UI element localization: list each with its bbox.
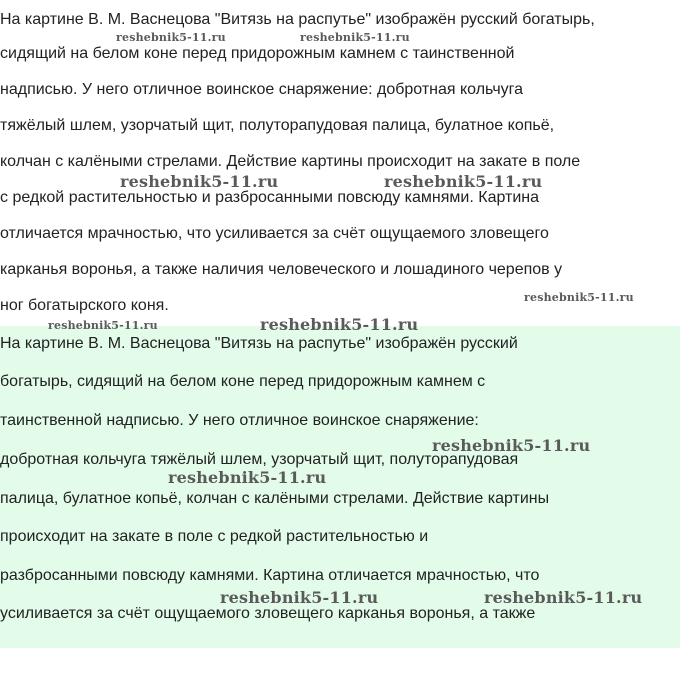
watermark: reshebnik5-11.ru xyxy=(116,31,226,44)
text-line: отличается мрачностью, что усиливается за счёт ощущаемого зловещего xyxy=(0,225,549,242)
watermark: reshebnik5-11.ru xyxy=(220,588,379,607)
text-line: тяжёлый шлем, узорчатый щит, полуторапудовая палица, булатное копьё, xyxy=(0,117,555,134)
text-line: разбросанными повсюду камнями. Картина отличается мрачностью, что xyxy=(0,567,540,584)
text-line: происходит на закате в поле с редкой растительностью и xyxy=(0,528,429,545)
text-line: На картине В. М. Васнецова "Витязь на распутье" изображён русский богатырь, xyxy=(0,11,595,28)
text-line: с редкой растительностью и разбросанными повсюду камнями. Картина xyxy=(0,189,540,206)
text-line: На картине В. М. Васнецова "Витязь на распутье" изображён русский xyxy=(0,335,518,352)
watermark: reshebnik5-11.ru xyxy=(384,172,543,191)
text-line: таинственной надписью. У него отличное воинское снаряжение: xyxy=(0,412,479,429)
text-line: карканья воронья, а также наличия человеческого и лошадиного черепов у xyxy=(0,261,563,278)
text-line: сидящий на белом коне перед придорожным камнем с таинственной xyxy=(0,45,515,62)
watermark: reshebnik5-11.ru xyxy=(484,588,643,607)
text-line: ног богатырского коня. xyxy=(0,297,169,314)
text-line: надписью. У него отличное воинское снаряжение: добротная кольчуга xyxy=(0,81,524,98)
text-line: усиливается за счёт ощущаемого зловещего карканья воронья, а также xyxy=(0,605,536,622)
text-line: колчан с калёными стрелами. Действие картины происходит на закате в поле xyxy=(0,153,581,170)
text-line: палица, булатное копьё, колчан с калёными стрелами. Действие картины xyxy=(0,490,550,507)
watermark: reshebnik5-11.ru xyxy=(120,172,279,191)
watermark: reshebnik5-11.ru xyxy=(260,315,419,334)
text-line: богатырь, сидящий на белом коне перед придорожным камнем с xyxy=(0,373,486,390)
watermark: reshebnik5-11.ru xyxy=(300,31,410,44)
paragraph-plain xyxy=(0,0,680,326)
watermark: reshebnik5-11.ru xyxy=(524,291,634,304)
watermark: reshebnik5-11.ru xyxy=(168,468,327,487)
watermark: reshebnik5-11.ru xyxy=(48,319,158,332)
watermark: reshebnik5-11.ru xyxy=(432,436,591,455)
text-line: добротная кольчуга тяжёлый шлем, узорчатый щит, полуторапудовая xyxy=(0,451,519,468)
